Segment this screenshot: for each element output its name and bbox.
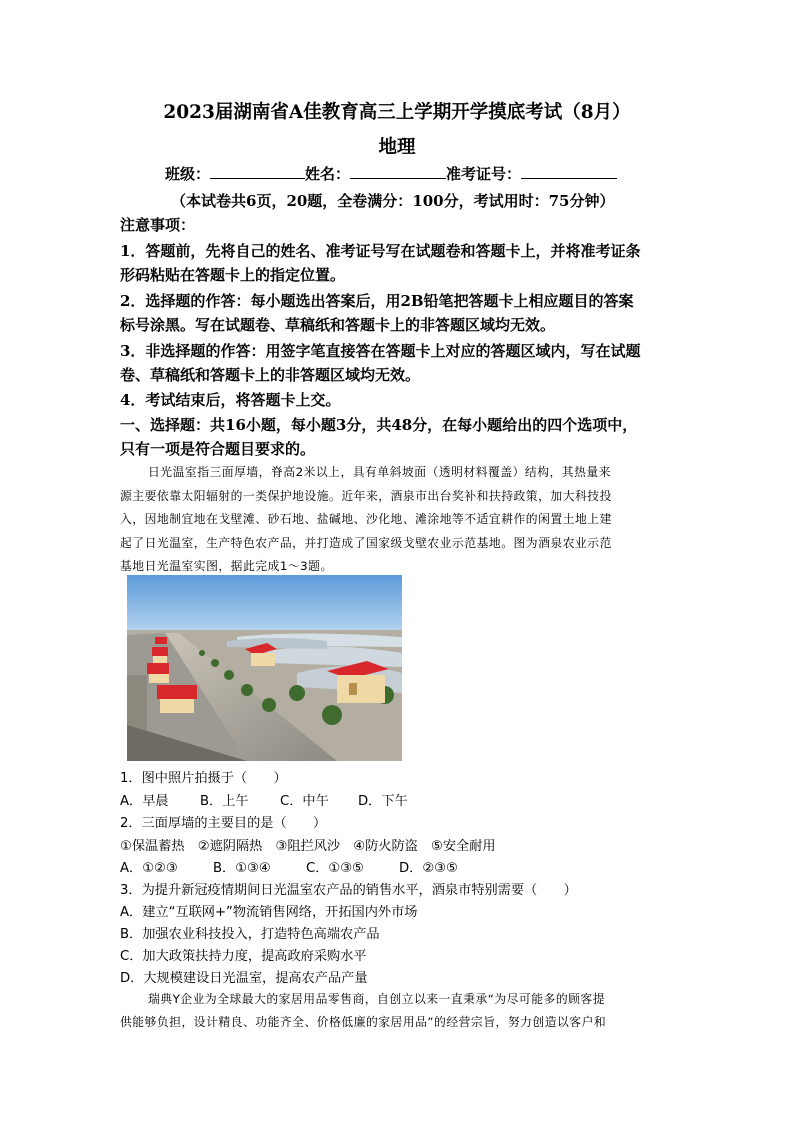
question-3-option-a[interactable]: A．建立“互联网+”物流销售网络，开拓国内外市场 [120, 905, 418, 920]
question-1-option-a[interactable]: A．早晨 [120, 794, 169, 809]
question-2-option-a[interactable]: A．①②③ [120, 861, 178, 876]
notice-item-3-line-2: 卷、草稿纸和答题卡上的非答题区域均无效。 [120, 366, 421, 384]
passage-1-line-1: 日光温室指三面厚墙，脊高2米以上，具有单斜坡面（透明材料覆盖）结构，其热量来 [148, 465, 611, 479]
passage-1-line-5: 基地日光温室实图，据此完成1～3题。 [120, 559, 333, 573]
question-1-option-c[interactable]: C．中午 [280, 794, 329, 809]
subject-title: 地理 [378, 137, 416, 158]
notice-item-3-line-1: 3．非选择题的作答：用签字笔直接答在答题卡上对应的答题区域内，写在试题 [120, 342, 641, 360]
notice-item-1-line-2: 形码粘贴在答题卡上的指定位置。 [120, 266, 346, 284]
question-3: 3．为提升新冠疫情期间日光温室农产品的销售水平，酒泉市特别需要（ ） [120, 883, 577, 898]
question-2-option-b[interactable]: B．①③④ [213, 861, 271, 876]
section-1-heading-line-1: 一、选择题：共16小题，每小题3分，共48分，在每小题给出的四个选项中， [120, 416, 638, 434]
exam-info: （本试卷共6页，20题，全卷满分：100分，考试用时：75分钟） [171, 192, 615, 210]
sky [127, 575, 402, 635]
notice-heading: 注意事项： [120, 216, 196, 234]
student-info-fields [165, 163, 617, 184]
question-2-statements: ①保温蓄热 ②遮阴隔热 ③阻拦风沙 ④防火防盗 ⑤安全耐用 [120, 839, 496, 854]
question-3-option-b[interactable]: B．加强农业科技投入，打造特色高端农产品 [120, 927, 380, 942]
passage-2-line-1: 瑞典Y企业为全球最大的家居用品零售商，自创立以来一直秉承“为尽可能多的顾客提 [148, 992, 606, 1006]
question-1: 1．图中照片拍摄于（ ） [120, 771, 287, 786]
question-1-option-d[interactable]: D．下午 [358, 794, 408, 809]
name-label: 姓名： [305, 165, 351, 183]
question-2-option-d[interactable]: D．②③⑤ [399, 861, 458, 876]
notice-item-2-line-2: 标号涂黑。写在试题卷、草稿纸和答题卡上的非答题区域均无效。 [120, 316, 556, 334]
passage-1-line-2: 源主要依靠太阳辐射的一类保护地设施。近年来，酒泉市出台奖补和扶持政策，加大科技投 [120, 489, 612, 503]
passage-1-line-3: 入，因地制宜地在戈壁滩、砂石地、盐碱地、沙化地、滩涂地等不适宜耕作的闲置土地上建 [120, 512, 612, 526]
exam-title: 2023届湖南省A佳教育高三上学期开学摸底考试（8月） [163, 102, 631, 123]
question-2-option-c[interactable]: C．①③⑤ [306, 861, 364, 876]
question-3-option-c[interactable]: C．加大政策扶持力度，提高政府采购水平 [120, 949, 367, 964]
greenhouse-photo [127, 575, 402, 761]
question-2: 2．三面厚墙的主要目的是（ ） [120, 816, 327, 831]
class-blank[interactable] [210, 164, 305, 179]
notice-item-2-line-1: 2．选择题的作答：每小题选出答案后，用2B铅笔把答题卡上相应题目的答案 [120, 292, 634, 310]
section-1-heading-line-2: 只有一项是符合题目要求的。 [120, 440, 316, 458]
notice-item-4: 4．考试结束后，将答题卡上交。 [120, 391, 341, 409]
question-3-option-d[interactable]: D．大规模建设日光温室，提高农产品产量 [120, 971, 368, 986]
name-blank[interactable] [350, 164, 446, 179]
passage-2-line-2: 供能够负担，设计精良、功能齐全、价格低廉的家居用品”的经营宗旨，努力创造以客户和 [120, 1015, 607, 1029]
exam-number-blank[interactable] [521, 164, 617, 179]
greenhouse-illustration [127, 575, 402, 761]
exam-number-label: 准考证号： [446, 165, 522, 183]
notice-item-1-line-1: 1．答题前，先将自己的姓名、准考证号写在试题卷和答题卡上，并将准考证条 [120, 242, 641, 260]
question-1-option-b[interactable]: B．上午 [200, 794, 249, 809]
passage-1-line-4: 起了日光温室，生产特色农产品，并打造成了国家级戈壁农业示范基地。图为酒泉农业示范 [120, 536, 612, 550]
class-label: 班级： [165, 165, 211, 183]
